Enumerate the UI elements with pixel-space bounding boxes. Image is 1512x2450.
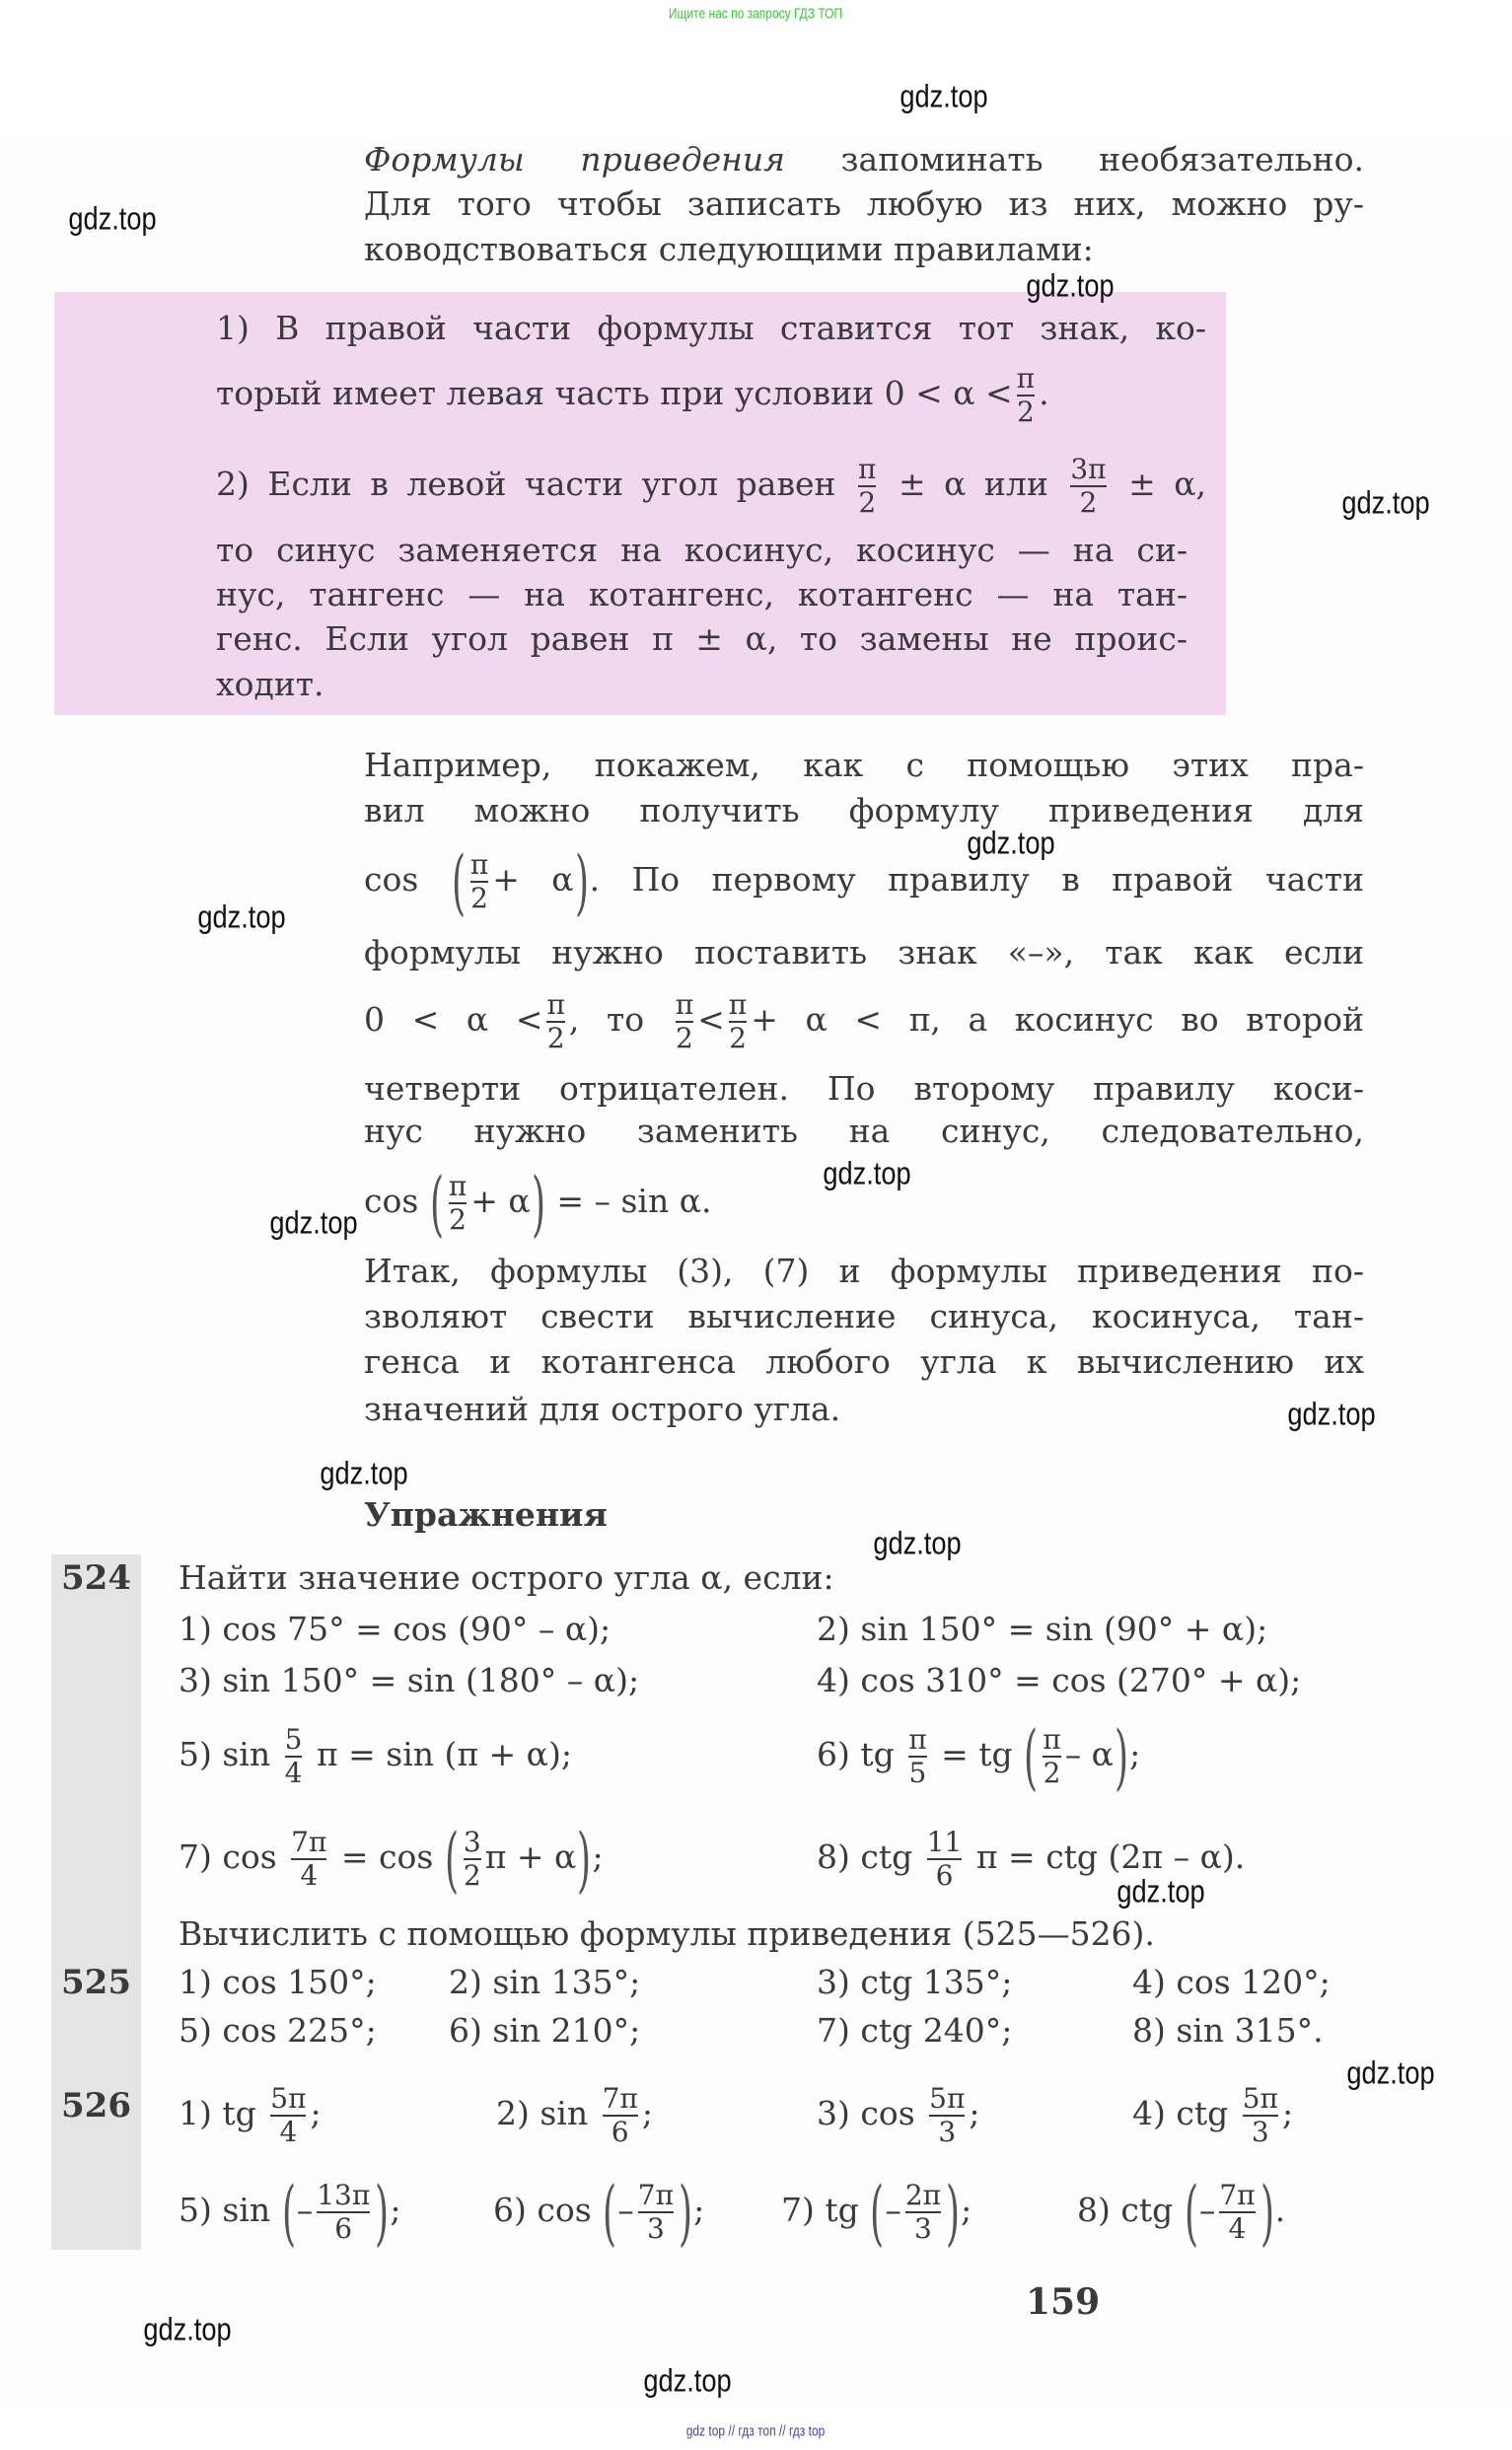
- text: 5) sin: [179, 1735, 271, 1773]
- fraction: [927, 1827, 963, 1892]
- gdz-watermark: gdz.top: [197, 899, 286, 935]
- footer-watermark[interactable]: gdz top // гдз топ // гдз top: [685, 2422, 826, 2440]
- exercise-525-item: 3) ctg 135°;: [817, 1963, 1013, 2001]
- text: + α: [470, 1182, 531, 1220]
- denominator: 2: [463, 1859, 481, 1892]
- paren: (: [444, 1818, 459, 1901]
- rule-2-line-2: то синус заменяется на косинус, косинус — на си-: [216, 531, 1188, 569]
- numerator: π: [675, 988, 694, 1021]
- exercise-525-item: 4) cos 120°;: [1132, 1963, 1331, 2001]
- numerator: π: [546, 988, 565, 1021]
- denominator: 3: [1251, 2116, 1269, 2148]
- numerator: 3π: [1070, 453, 1107, 485]
- fraction: [603, 2083, 638, 2148]
- text: торый имеет левая часть при условии 0 < α <: [216, 374, 1013, 412]
- paren: ): [531, 1162, 545, 1245]
- rule-2-line-3: нус, тангенс — на котангенс, котангенс — на тан-: [216, 575, 1188, 613]
- exercise-number-524: 524: [61, 1558, 131, 1598]
- exercise-524-item-1: 1) cos 75° = cos (90° – α);: [179, 1610, 612, 1648]
- fraction: [1017, 363, 1035, 428]
- header-watermark[interactable]: Ищите нас по запросу ГДЗ ТОП: [668, 5, 843, 23]
- example-line-12: значений для острого угла.: [364, 1390, 841, 1428]
- fraction: [270, 2083, 306, 2148]
- text: ± α,: [1128, 465, 1206, 503]
- text: ;: [969, 2094, 980, 2132]
- example-line-5: [364, 988, 1364, 1054]
- gdz-watermark: gdz.top: [1287, 1396, 1376, 1432]
- fraction: [1070, 454, 1106, 519]
- example-line-11: генса и котангенса любого угла к вычислению их: [364, 1342, 1364, 1381]
- numerator: 7π: [291, 1826, 327, 1858]
- exercise-525-item: 1) cos 150°;: [179, 1963, 377, 2001]
- paren: ): [375, 2171, 390, 2254]
- numerator: 11: [926, 1826, 963, 1858]
- text: ;: [1281, 2094, 1294, 2132]
- numerator: 7π: [602, 2082, 638, 2115]
- paren: ): [1260, 2171, 1274, 2254]
- fraction: [908, 1724, 926, 1789]
- denominator: 4: [1228, 2212, 1247, 2245]
- rule-1-line-2: [216, 362, 1206, 428]
- text: 6) tg: [817, 1735, 895, 1773]
- gdz-watermark: gdz.top: [823, 1155, 911, 1191]
- exercise-526-item: [493, 2171, 705, 2254]
- intro-line-1: [364, 137, 1364, 182]
- fraction: [1243, 2083, 1278, 2148]
- text: 2) Если в левой части угол равен: [216, 465, 836, 503]
- term-italic: Формулы приведения: [364, 140, 785, 179]
- numerator: π: [469, 848, 489, 881]
- rule-2-line-5: ходит.: [216, 665, 324, 703]
- rule-2-line-1: [216, 453, 1206, 519]
- paren: (: [1184, 2171, 1198, 2254]
- example-line-6: четверти отрицателен. По второму правилу коси-: [364, 1069, 1364, 1108]
- denominator: 2: [729, 1022, 747, 1054]
- fraction: [285, 1724, 303, 1789]
- text: cos: [364, 860, 419, 899]
- example-line-7: нус нужно заменить на синус, следовательно,: [364, 1112, 1364, 1150]
- intro-line-2: Для того чтобы записать любую из них, можно ру-: [364, 184, 1364, 223]
- text: 7) tg: [781, 2191, 859, 2229]
- text: .: [1039, 374, 1049, 412]
- denominator: 4: [300, 1859, 319, 1892]
- denominator: 2: [858, 486, 877, 519]
- gdz-watermark: gdz.top: [900, 78, 988, 114]
- denominator: 2: [449, 1203, 467, 1236]
- text: 6) cos: [493, 2191, 592, 2229]
- paren: (: [451, 840, 466, 923]
- denominator: 3: [646, 2212, 665, 2245]
- denominator: 2: [1043, 1757, 1061, 1789]
- text: ;: [390, 2191, 401, 2229]
- exercise-number-526: 526: [61, 2086, 131, 2126]
- rule-1-line-1: 1) В правой части формулы ставится тот знак, ко-: [216, 309, 1206, 347]
- fraction: [449, 1171, 467, 1236]
- fraction: [676, 989, 693, 1054]
- denominator: 5: [908, 1757, 927, 1789]
- numerator: 5: [284, 1723, 303, 1756]
- denominator: 4: [284, 1757, 303, 1789]
- fraction: [464, 1827, 481, 1892]
- denominator: 3: [938, 2116, 957, 2148]
- paren: ): [574, 840, 589, 923]
- text: π = ctg (2π – α).: [975, 1838, 1246, 1876]
- gdz-watermark: gdz.top: [320, 1455, 408, 1491]
- text: + α: [492, 860, 574, 899]
- fraction: [729, 989, 747, 1054]
- numerator: π: [1016, 362, 1036, 395]
- exercise-526-item: [1132, 2083, 1293, 2148]
- exercise-526-item: [1077, 2171, 1286, 2254]
- numerator: 5π: [270, 2082, 307, 2115]
- denominator: 4: [279, 2116, 298, 2148]
- exercise-526-item: [817, 2083, 980, 2148]
- exercise-525-item: 7) ctg 240°;: [817, 2011, 1013, 2050]
- calc-heading: Вычислить с помощью формулы приведения (525—526).: [179, 1914, 1155, 1953]
- fraction: [470, 849, 488, 914]
- text: 8) ctg: [1077, 2191, 1174, 2229]
- numerator: π: [448, 1170, 468, 1202]
- exercise-526-item: [179, 2171, 401, 2254]
- denominator: 2: [676, 1022, 693, 1054]
- fraction: [291, 1827, 326, 1892]
- exercise-524-item-4: 4) cos 310° = cos (270° + α);: [817, 1661, 1302, 1699]
- gdz-watermark: gdz.top: [68, 200, 157, 237]
- exercise-526-item: [496, 2083, 653, 2148]
- gdz-watermark: gdz.top: [967, 825, 1055, 861]
- gdz-watermark: gdz.top: [643, 2362, 732, 2399]
- fraction: [546, 989, 564, 1054]
- gdz-watermark: gdz.top: [1346, 2054, 1435, 2091]
- denominator: 6: [935, 1859, 954, 1892]
- text: 0 < α <: [364, 1000, 543, 1039]
- text: 1) tg: [179, 2094, 256, 2132]
- example-line-1: Например, покажем, как с помощью этих пра-: [364, 746, 1364, 784]
- numerator: 3: [463, 1826, 481, 1858]
- page-number: 159: [1026, 2281, 1101, 2323]
- denominator: 2: [1079, 486, 1098, 519]
- exercise-525-item: 2) sin 135°;: [449, 1963, 641, 2001]
- fraction: [638, 2180, 674, 2245]
- minus-sign: –: [1198, 2191, 1216, 2229]
- exercise-524-task: Найти значение острого угла α, если:: [179, 1558, 834, 1597]
- text: 5) sin: [179, 2191, 271, 2229]
- numerator: 7π: [637, 2179, 674, 2211]
- text: 2) sin: [496, 2094, 589, 2132]
- gdz-watermark: gdz.top: [143, 2311, 232, 2347]
- exercise-526-item: [781, 2171, 972, 2254]
- denominator: 2: [470, 882, 488, 914]
- numerator: π: [728, 988, 748, 1021]
- exercise-524-item-3: 3) sin 150° = sin (180° – α);: [179, 1661, 640, 1699]
- paren: (: [1024, 1715, 1039, 1798]
- text: ;: [641, 2094, 653, 2132]
- text: – α: [1064, 1735, 1114, 1773]
- exercise-525-item: 5) cos 225°;: [179, 2011, 377, 2050]
- fraction: [905, 2180, 941, 2245]
- text: + α < π, а косинус во второй: [751, 1000, 1364, 1039]
- text: ;: [592, 1838, 604, 1876]
- exercise-number-band: [51, 1554, 141, 2250]
- text: ;: [1129, 1735, 1141, 1773]
- text: запоминать необязательно.: [784, 140, 1364, 179]
- numerator: 5π: [929, 2082, 966, 2115]
- numerator: 2π: [904, 2179, 942, 2211]
- paren: ): [1114, 1715, 1129, 1798]
- fraction: [929, 2083, 965, 2148]
- text: <: [697, 1000, 725, 1039]
- text: , то: [568, 1000, 645, 1039]
- text: = tg: [941, 1735, 1013, 1773]
- fraction: [858, 454, 876, 519]
- text: 8) ctg: [817, 1838, 913, 1876]
- exercise-524-item-2: 2) sin 150° = sin (90° + α);: [817, 1610, 1268, 1648]
- paren: ): [577, 1818, 592, 1901]
- gdz-watermark: gdz.top: [1026, 267, 1115, 304]
- example-line-4: формулы нужно поставить знак «–», так как если: [364, 933, 1364, 972]
- example-line-2: вил можно получить формулу приведения для: [364, 791, 1364, 829]
- gdz-watermark: gdz.top: [873, 1525, 962, 1561]
- intro-line-3: ководствоваться следующими правилами:: [364, 230, 1094, 268]
- minus-sign: –: [617, 2191, 634, 2229]
- text: 4) ctg: [1132, 2094, 1229, 2132]
- rule-2-line-4: генс. Если угол равен π ± α, то замены не проис-: [216, 619, 1188, 658]
- exercise-524-item-5: [179, 1724, 572, 1789]
- text: 7) cos: [179, 1838, 277, 1876]
- paren: (: [429, 1162, 444, 1245]
- text: = – sin α.: [556, 1182, 712, 1220]
- text: 3) cos: [817, 2094, 915, 2132]
- paren: (: [281, 2171, 296, 2254]
- fraction: [317, 2180, 370, 2245]
- denominator: 3: [914, 2212, 932, 2245]
- denominator: 2: [546, 1022, 565, 1054]
- text: ;: [961, 2191, 972, 2229]
- text: .: [1274, 2191, 1286, 2229]
- denominator: 6: [611, 2116, 629, 2148]
- numerator: 5π: [1242, 2082, 1278, 2115]
- exercise-524-item-6: [817, 1715, 1141, 1798]
- fraction: [1219, 2180, 1255, 2245]
- gdz-watermark: gdz.top: [269, 1204, 358, 1241]
- fraction: [1043, 1724, 1060, 1789]
- text: π + α: [484, 1838, 577, 1876]
- numerator: π: [908, 1723, 927, 1756]
- example-line-10: зволяют свести вычисление синуса, косинуса, тан-: [364, 1297, 1364, 1335]
- minus-sign: –: [296, 2191, 314, 2229]
- text: π = sin (π + α);: [316, 1735, 572, 1773]
- paren: (: [603, 2171, 617, 2254]
- numerator: π: [858, 453, 877, 485]
- numerator: 13π: [317, 2179, 371, 2211]
- exercise-526-item: [179, 2083, 322, 2148]
- exercises-heading: Упражнения: [364, 1495, 608, 1534]
- denominator: 2: [1016, 396, 1035, 428]
- gdz-watermark: gdz.top: [1116, 1873, 1205, 1910]
- exercise-number-525: 525: [61, 1963, 131, 2002]
- paren: ): [946, 2171, 961, 2254]
- text: ± α или: [898, 465, 1048, 503]
- paren: (: [870, 2171, 885, 2254]
- exercise-524-item-7: [179, 1818, 604, 1901]
- text: cos: [364, 1182, 419, 1220]
- exercise-525-item: 8) sin 315°.: [1132, 2011, 1324, 2050]
- text: ;: [310, 2094, 322, 2132]
- exercise-525-item: 6) sin 210°;: [449, 2011, 641, 2050]
- numerator: π: [1043, 1723, 1061, 1756]
- text: ;: [693, 2191, 705, 2229]
- paren: ): [678, 2171, 693, 2254]
- gdz-watermark: gdz.top: [1341, 484, 1430, 521]
- text: . По первому правилу в правой части: [589, 860, 1364, 899]
- numerator: 7π: [1219, 2179, 1256, 2211]
- example-line-9: Итак, формулы (3), (7) и формулы приведения по-: [364, 1252, 1364, 1290]
- denominator: 6: [334, 2212, 353, 2245]
- minus-sign: –: [885, 2191, 901, 2229]
- text: = cos: [340, 1838, 434, 1876]
